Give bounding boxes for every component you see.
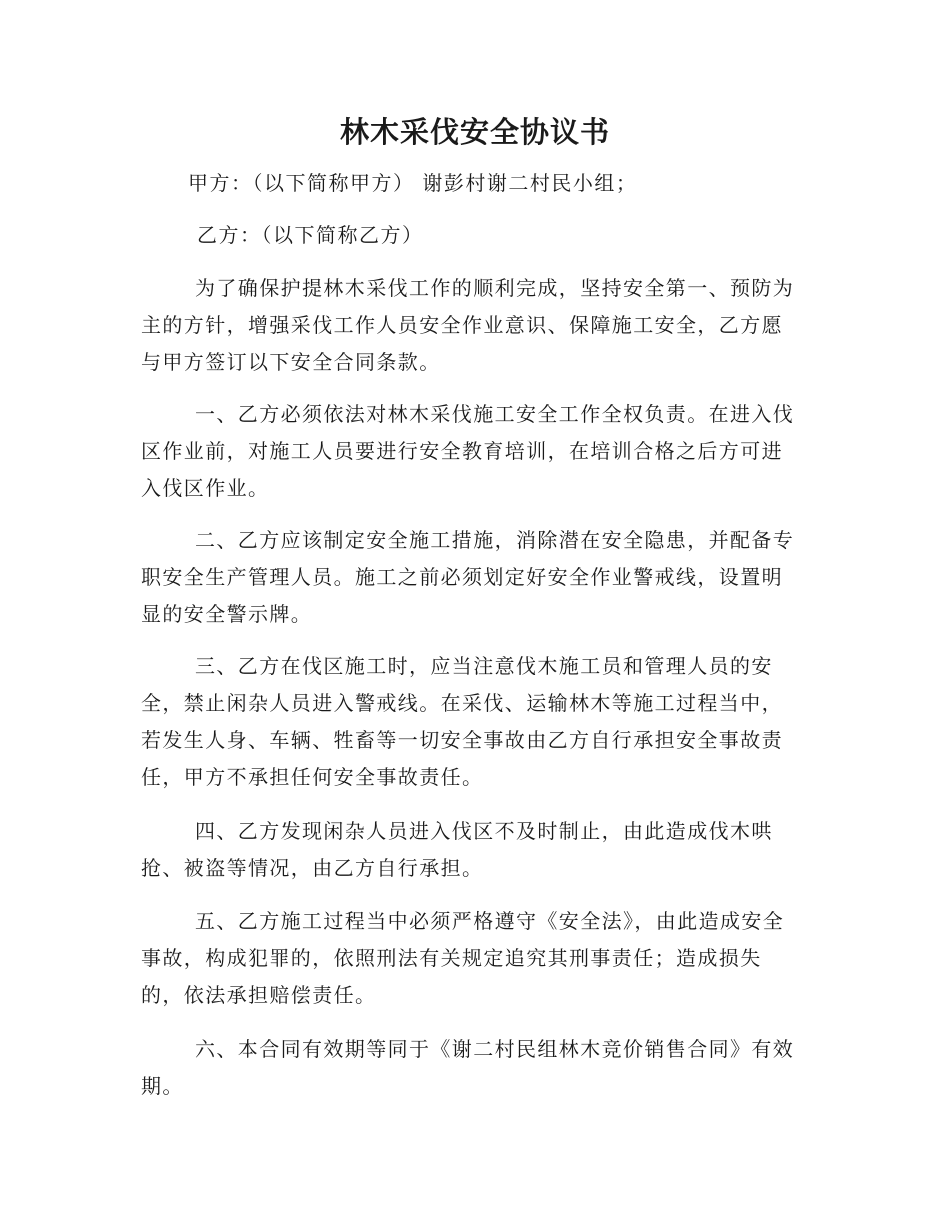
paragraph-line: 一、乙方必须依法对林木采伐施工安全工作全权负责。在进入伐 — [195, 402, 795, 426]
document-title: 林木采伐安全协议书 — [339, 115, 610, 149]
paragraph-line: 抢、被盗等情况，由乙方自行承担。 — [141, 856, 484, 880]
paragraph-line: 入伐区作业。 — [141, 476, 270, 500]
paragraph-line: 五、乙方施工过程当中必须严格遵守《安全法》，由此造成安全 — [195, 909, 785, 933]
paragraph-line: 三、乙方在伐区施工时，应当注意伐木施工员和管理人员的安 — [195, 654, 773, 678]
paragraph-line: 期。 — [141, 1074, 184, 1098]
paragraph-line: 与甲方签订以下安全合同条款。 — [141, 350, 441, 374]
clause-2 — [141, 522, 811, 633]
paragraph-line: 四、乙方发现闲杂人员进入伐区不及时制止，由此造成伐木哄 — [195, 819, 773, 843]
paragraph-line: 任，甲方不承担任何安全事故责任。 — [141, 765, 484, 789]
paragraph-line: 职安全生产管理人员。施工之前必须划定好安全作业警戒线，设置明 — [141, 565, 783, 589]
clause-4 — [141, 813, 811, 887]
clause-1 — [141, 396, 811, 507]
paragraph-line: 区作业前，对施工人员要进行安全教育培训，在培训合格之后方可进 — [141, 439, 783, 463]
paragraph-line: 的，依法承担赔偿责任。 — [141, 983, 377, 1007]
clause-6 — [141, 1031, 811, 1105]
paragraph-line: 若发生人身、车辆、牲畜等一切安全事故由乙方自行承担安全事故责 — [141, 728, 783, 752]
paragraph-line: 主的方针，增强采伐工作人员安全作业意识、保障施工安全，乙方愿 — [141, 313, 783, 337]
paragraph-line: 六、本合同有效期等同于《谢二村民组林木竞价销售合同》有效 — [195, 1037, 795, 1061]
clause-5 — [141, 903, 811, 1014]
clause-3 — [141, 648, 811, 796]
paragraph-line: 事故，构成犯罪的，依照刑法有关规定追究其刑事责任；造成损失 — [141, 946, 762, 970]
party-b-line: 乙方：（以下简称乙方） — [197, 223, 424, 247]
paragraph-preamble — [141, 270, 811, 381]
paragraph-line: 全，禁止闲杂人员进入警戒线。在采伐、运输林木等施工过程当中， — [141, 691, 783, 715]
paragraph-line: 二、乙方应该制定安全施工措施，消除潜在安全隐患，并配备专 — [195, 528, 795, 552]
paragraph-line: 显的安全警示牌。 — [141, 602, 313, 626]
paragraph-line: 为了确保护提林木采伐工作的顺利完成，坚持安全第一、预防为 — [195, 276, 795, 300]
party-a-line: 甲方：（以下简称甲方） 谢彭村谢二村民小组； — [188, 171, 638, 195]
